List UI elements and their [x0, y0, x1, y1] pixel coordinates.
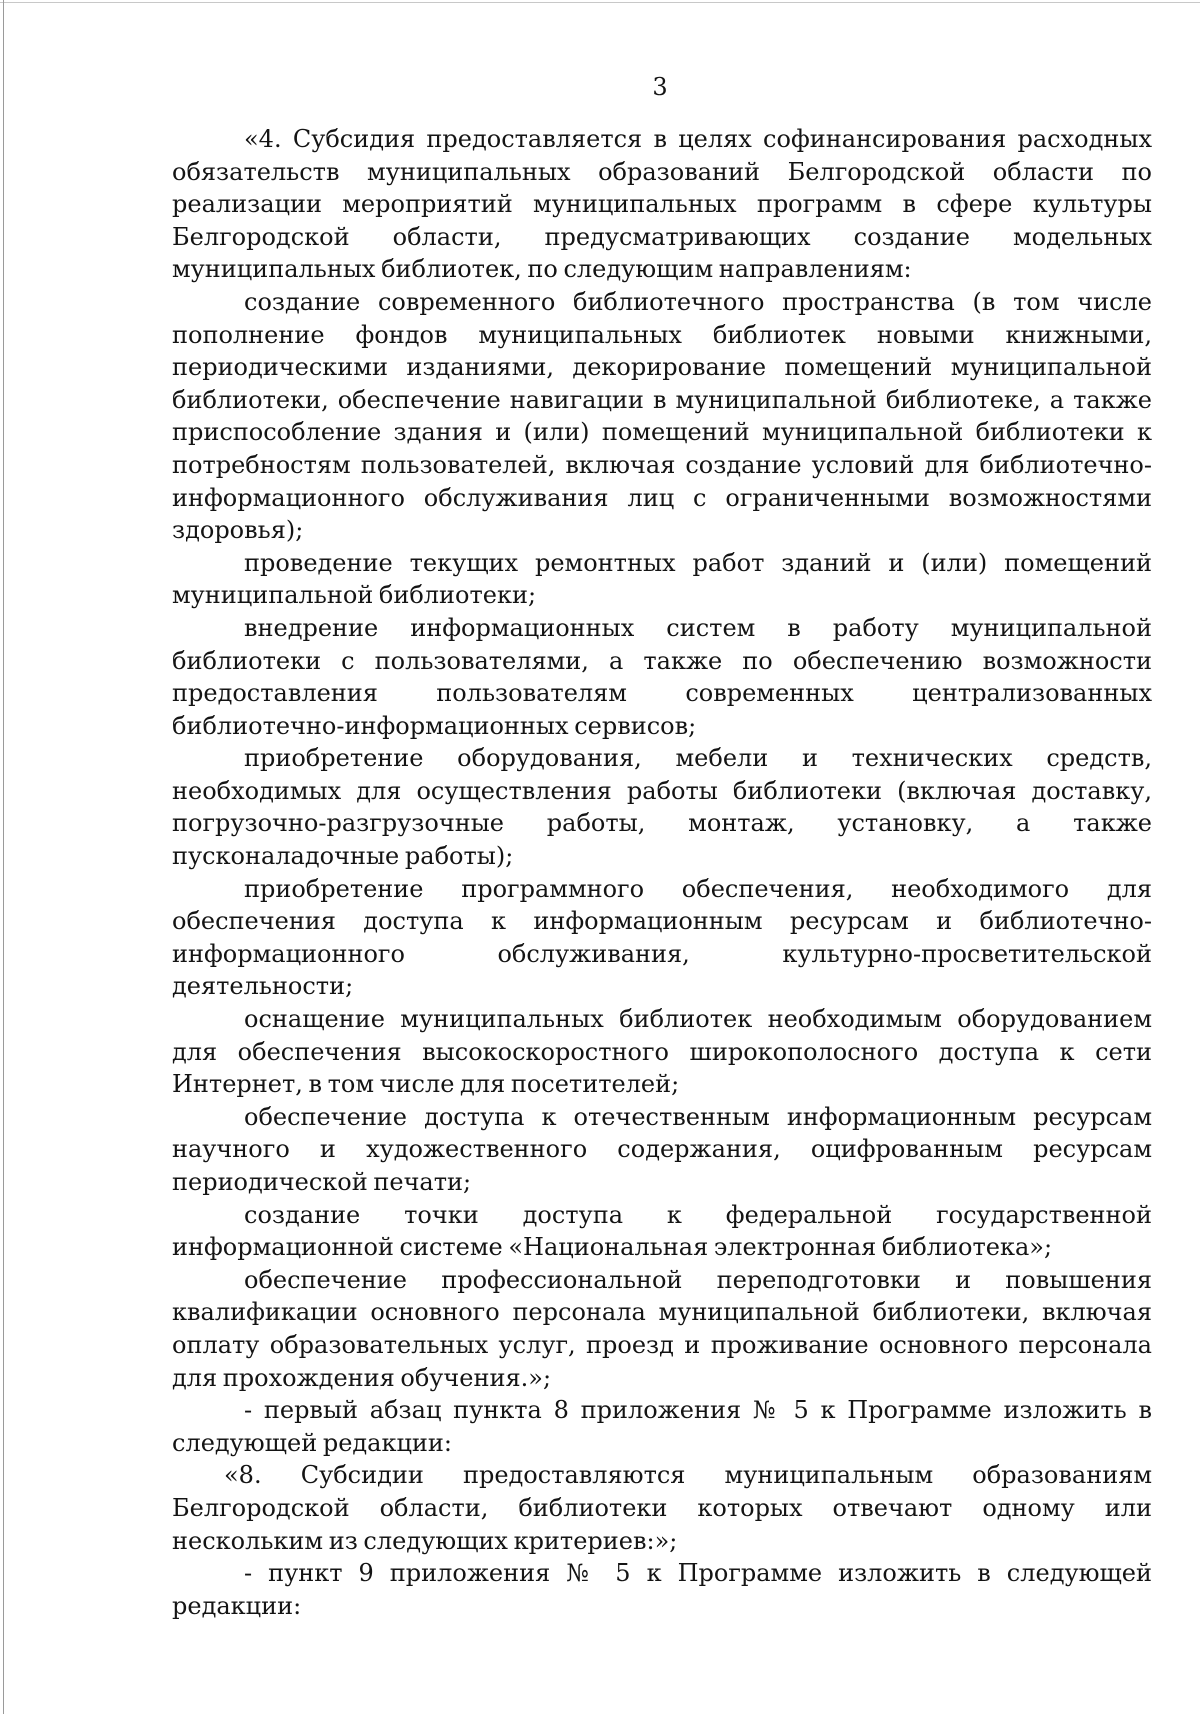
paragraph-library-space: создание современного библиотечного пространства (в том числе пополнение фондов муниципальных библиотек новыми книжными, периодическими изданиями, декорирование помещений муниципальной библиотеки, обеспечение навигации в муниципальной библиотеке, а также приспособление здания и (или) помещений муниципальной библиотеки к потребностям пользователей, включая создание условий для библиотечно-информационного обслуживания лиц с ограниченными возможностями здоровья);: [172, 287, 1152, 545]
paragraph-amend-item-9: - пункт 9 приложения № 5 к Программе изложить в следующей редакции:: [172, 1559, 1152, 1620]
scan-left-edge: [3, 0, 4, 1714]
scan-top-edge: [0, 2, 1200, 3]
paragraph-equipment-purchase: приобретение оборудования, мебели и технических средств, необходимых для осуществления работы библиотеки (включая доставку, погрузочно-разгрузочные работы, монтаж, установку, а также пусконаладочные работы);: [172, 744, 1152, 871]
paragraph-neb-access-point: создание точки доступа к федеральной государственной информационной системе «Национальная электронная библиотека»;: [172, 1200, 1152, 1262]
page-number: 3: [652, 73, 668, 101]
paragraph-domestic-resources: обеспечение доступа к отечественным информационным ресурсам научного и художественного содержания, оцифрованным ресурсам периодической печати;: [172, 1102, 1152, 1196]
paragraph-internet-access: оснащение муниципальных библиотек необходимым оборудованием для обеспечения высокоскоростного широкополосного доступа к сети Интернет, в том числе для посетителей;: [172, 1005, 1152, 1099]
document-body: [172, 123, 1152, 1622]
paragraph-amend-item-8: - первый абзац пункта 8 приложения № 5 к Программе изложить в следующей редакции:: [172, 1396, 1152, 1457]
paragraph-information-systems: внедрение информационных систем в работу муниципальной библиотеки с пользователями, а также по обеспечению возможности предоставления пользователям современных централизованных библиотечно-информационных сервисов;: [172, 613, 1152, 740]
paragraph-item-8-text: «8. Субсидии предоставляются муниципальным образованиям Белгородской области, библиотеки которых отвечают одному или нескольким из следующих критериев:»;: [172, 1461, 1152, 1555]
paragraph-subsidy-purpose: «4. Субсидия предоставляется в целях софинансирования расходных обязательств муниципальных образований Белгородской области по реализации мероприятий муниципальных программ в сфере культуры Белгородской области, предусматривающих создание модельных муниципальных библиотек, по следующим направлениям:: [172, 125, 1152, 284]
paragraph-repair-works: проведение текущих ремонтных работ зданий и (или) помещений муниципальной библиотеки;: [172, 548, 1152, 610]
paragraph-staff-training: обеспечение профессиональной переподготовки и повышения квалификации основного персонала муниципальной библиотеки, включая оплату образовательных услуг, проезд и проживание основного персонала для прохождения обучения.»;: [172, 1265, 1152, 1392]
paragraph-software-purchase: приобретение программного обеспечения, необходимого для обеспечения доступа к информационным ресурсам и библиотечно-информационного обслуживания, культурно-просветительской деятельности;: [172, 874, 1152, 1001]
